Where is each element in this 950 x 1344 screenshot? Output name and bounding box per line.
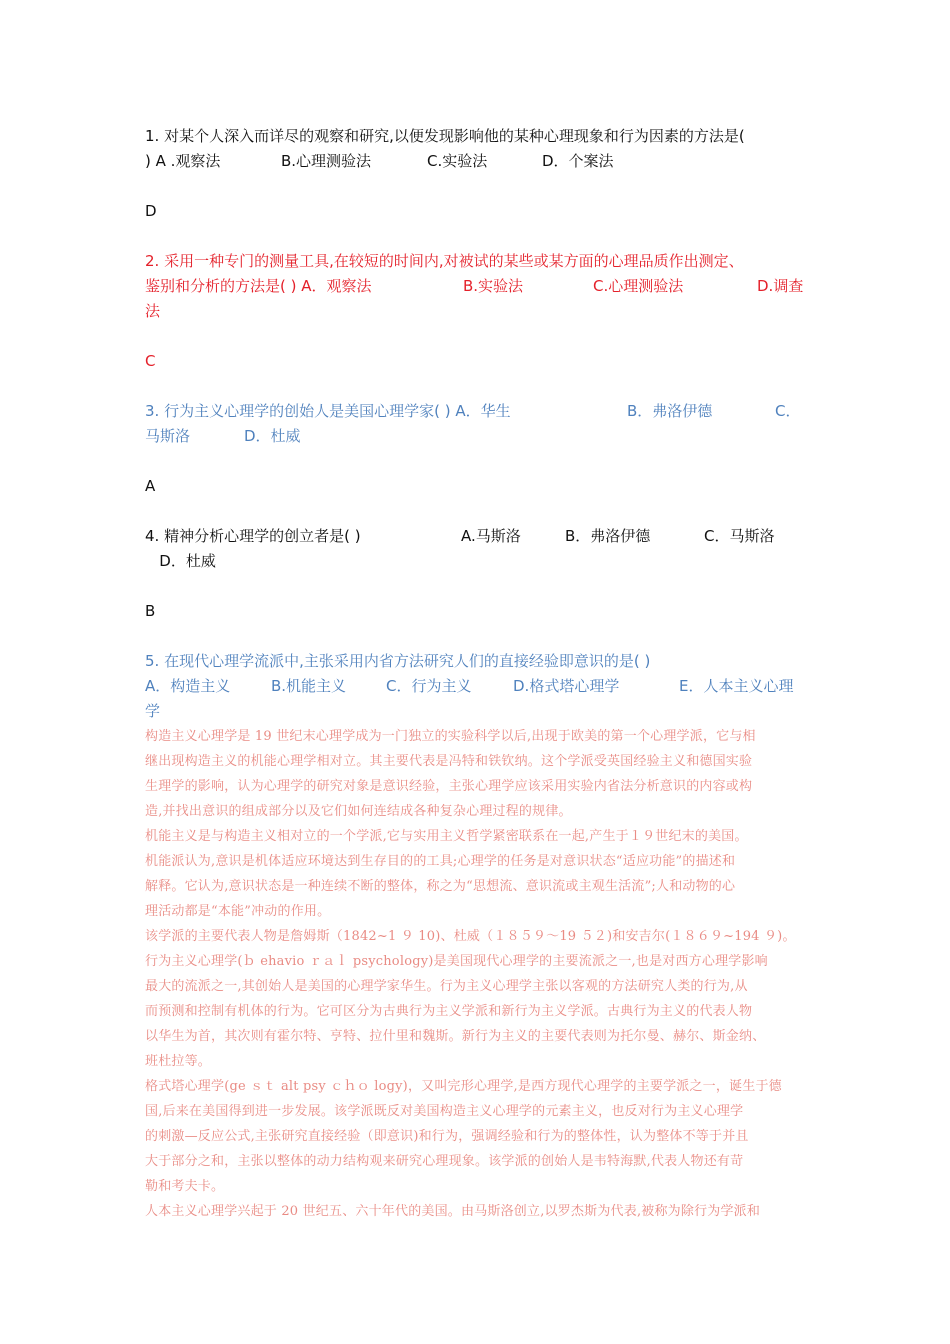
- explanation-line: 行为主义心理学(ｂ ehavio ｒａｌ psychology)是美国现代心理学的主要流派之一,也是对西方心理学影响: [145, 954, 768, 969]
- question-4-stem: [145, 524, 813, 549]
- question-4-option-d: D．杜威: [145, 552, 216, 570]
- question-3-option-b: B．弗洛伊德: [627, 402, 713, 420]
- question-2-answer: C: [145, 352, 156, 370]
- question-5-option-c: C．行为主义: [386, 677, 472, 695]
- question-2-option-d: D.调查: [757, 277, 804, 295]
- question-5-options: [145, 674, 813, 699]
- question-5-stem-tail: 学: [145, 702, 161, 720]
- explanation-block: [145, 724, 813, 1224]
- explanation-line: 生理学的影响，认为心理学的研究对象是意识经验，主张心理学应该采用实验内省法分析意识的内容或构: [145, 779, 753, 794]
- question-2-option-c: C.心理测验法: [593, 277, 684, 295]
- question-1-answer: D: [145, 202, 157, 220]
- explanation-line: 理活动都是“本能”冲动的作用。: [145, 904, 331, 919]
- explanation-line: 国,后来在美国得到进一步发展。该学派既反对美国构造主义心理学的元素主义，也反对行为主义心理学: [145, 1104, 744, 1119]
- question-5-stem: 5. 在现代心理学流派中,主张采用内省方法研究人们的直接经验即意识的是( ): [145, 652, 651, 670]
- explanation-line: 该学派的主要代表人物是詹姆斯（1842~1 ９ 10)、杜威（１８５９～19 ５２)和安吉尔(１８６９~194 ９)。: [145, 929, 796, 944]
- explanation-line: 勒和考夫卡。: [145, 1179, 225, 1194]
- question-2-options: [145, 274, 813, 299]
- explanation-line: 继出现构造主义的机能心理学相对立。其主要代表是冯特和铁钦纳。这个学派受英国经验主义和德国实验: [145, 754, 753, 769]
- explanation-line: 人本主义心理学兴起于 20 世纪五、六十年代的美国。由马斯洛创立,以罗杰斯为代表,被称为除行为学派和: [145, 1204, 761, 1219]
- question-5-option-a: A．构造主义: [145, 677, 231, 695]
- question-1-option-c: C.实验法: [427, 152, 488, 170]
- question-3-option-d: D．杜威: [244, 427, 301, 445]
- question-3-answer: A: [145, 477, 156, 495]
- question-5-option-b: B.机能主义: [271, 677, 347, 695]
- explanation-line: 构造主义心理学是 19 世纪末心理学成为一门独立的实验科学以后,出现于欧美的第一个心理学派，它与相: [145, 729, 756, 744]
- question-4-stem-text: 4. 精神分析心理学的创立者是( ): [145, 527, 361, 545]
- explanation-line: 的刺激—反应公式,主张研究直接经验（即意识)和行为，强调经验和行为的整体性，认为整体不等于并且: [145, 1129, 749, 1144]
- explanation-line: 大于部分之和，主张以整体的动力结构观来研究心理现象。该学派的创始人是韦特海默,代表人物还有苛: [145, 1154, 744, 1169]
- question-2-stem-tail: 法: [145, 302, 161, 320]
- question-3-stem: [145, 399, 813, 424]
- explanation-line: 最大的流派之一,其创始人是美国的心理学家华生。行为主义心理学主张以客观的方法研究人类的行为,从: [145, 979, 748, 994]
- explanation-line: 机能主义是与构造主义相对立的一个学派,它与实用主义哲学紧密联系在一起,产生于１９世纪末的美国。: [145, 829, 748, 844]
- question-1-stem: 1. 对某个人深入而详尽的观察和研究,以便发现影响他的某种心理现象和行为因素的方法是(: [145, 127, 745, 145]
- question-1-option-b: B.心理测验法: [281, 152, 372, 170]
- question-1-options: [145, 149, 813, 174]
- question-2-stem: 2. 采用一种专门的测量工具,在较短的时间内,对被试的某些或某方面的心理品质作出测定、: [145, 252, 744, 270]
- document-body: [145, 124, 813, 1224]
- question-4-option-c: C．马斯洛: [704, 527, 775, 545]
- explanation-line: 解释。它认为,意识状态是一种连续不断的整体，称之为“思想流、意识流或主观生活流”;人和动物的心: [145, 879, 736, 894]
- explanation-line: 班杜拉等。: [145, 1054, 212, 1069]
- question-5-option-e: E．人本主义心理: [679, 677, 794, 695]
- explanation-line: 以华生为首，其次则有霍尔特、亨特、拉什里和魏斯。新行为主义的主要代表则为托尔曼、赫尔、斯金纳、: [145, 1029, 766, 1044]
- question-4-option-a: A.马斯洛: [461, 527, 521, 545]
- explanation-line: 造,并找出意识的组成部分以及它们如何连结成各种复杂心理过程的规律。: [145, 804, 572, 819]
- question-2-option-a: 鉴别和分析的方法是( ) A．观察法: [145, 277, 372, 295]
- question-3-option-c-text: 马斯洛: [145, 427, 191, 445]
- question-5-option-d: D.格式塔心理学: [513, 677, 620, 695]
- question-3-options: [145, 424, 813, 449]
- question-1-option-d: D．个案法: [542, 152, 614, 170]
- question-1-option-a: ) A .观察法: [145, 152, 221, 170]
- question-2-option-b: B.实验法: [463, 277, 524, 295]
- explanation-line: 格式塔心理学(ge ｓｔ alt psy ｃｈｏ logy)，又叫完形心理学,是西方现代心理学的主要学派之一，诞生于德: [145, 1079, 782, 1094]
- question-4-option-b: B．弗洛伊德: [565, 527, 651, 545]
- explanation-line: 机能派认为,意识是机体适应环境达到生存目的的工具;心理学的任务是对意识状态“适应功能”的描述和: [145, 854, 736, 869]
- explanation-line: 而预测和控制有机体的行为。它可区分为古典行为主义学派和新行为主义学派。古典行为主义的代表人物: [145, 1004, 753, 1019]
- question-3-option-c: C．: [775, 402, 801, 420]
- question-4-answer: B: [145, 602, 156, 620]
- question-3-option-a: 3. 行为主义心理学的创始人是美国心理学家( ) A．华生: [145, 402, 511, 420]
